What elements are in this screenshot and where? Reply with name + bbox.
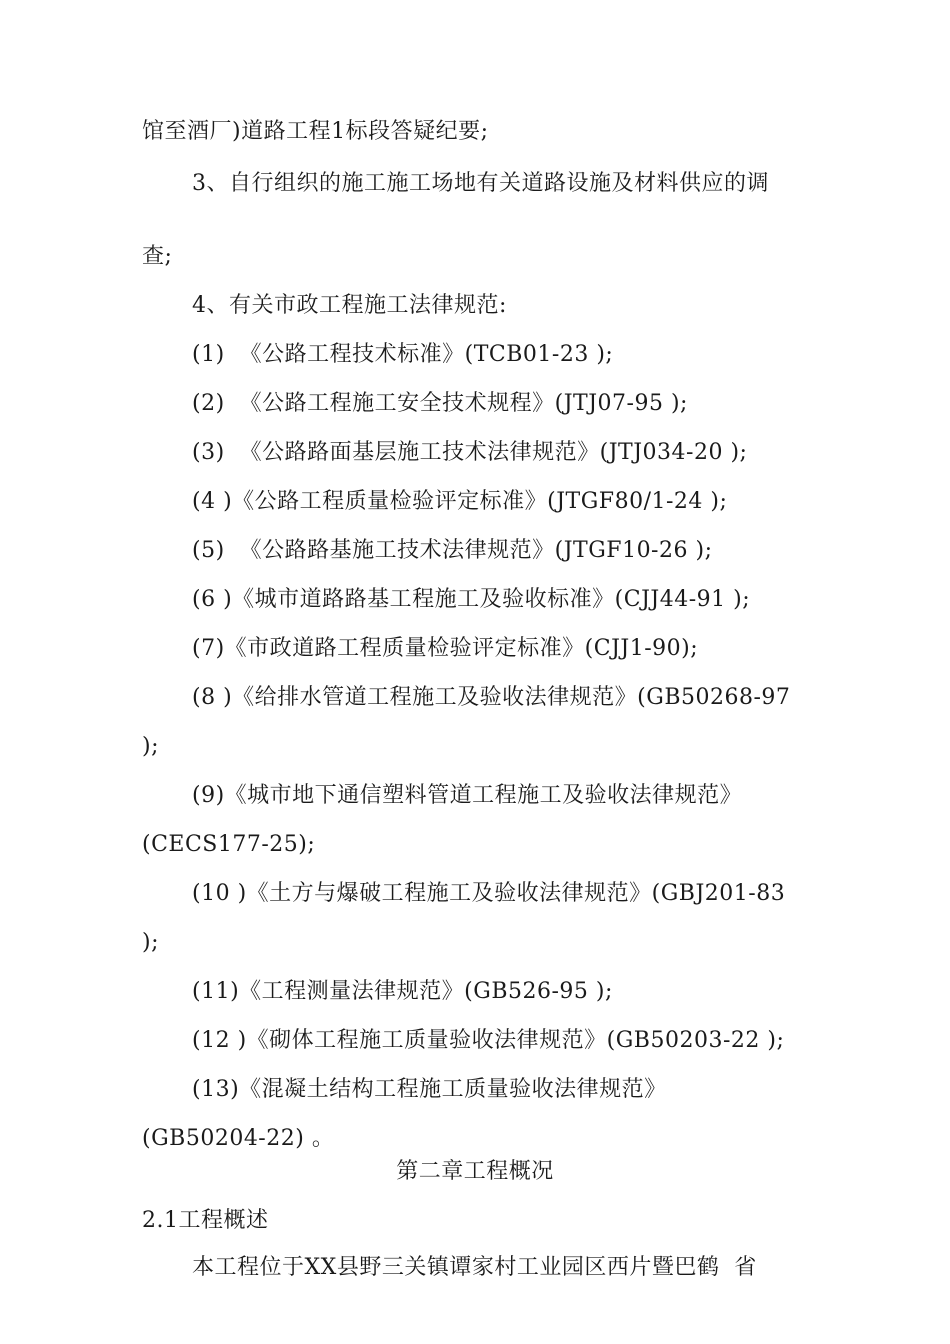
- list-item: (10 )《土方与爆破工程施工及验收法律规范》(GBJ201-83: [192, 881, 786, 906]
- list-item: (8 )《给排水管道工程施工及验收法律规范》(GB50268-97: [192, 685, 791, 710]
- list-item: (7)《市政道路工程质量检验评定标准》(CJJ1-90);: [192, 636, 699, 661]
- list-item: (11)《工程测量法律规范》(GB526-95 );: [192, 979, 613, 1004]
- list-item-continuation: (CECS177-25);: [142, 832, 316, 857]
- list-item: (12 )《砌体工程施工质量验收法律规范》(GB50203-22 );: [192, 1028, 785, 1053]
- text-line: 4、有关市政工程施工法律规范:: [192, 293, 507, 318]
- text-line: 3、自行组织的施工施工场地有关道路设施及材料供应的调: [192, 171, 769, 196]
- text-line: 查;: [142, 244, 173, 269]
- list-item: (3) 《公路路面基层施工技术法律规范》(JTJ034-20 );: [192, 440, 748, 465]
- list-item-continuation: );: [142, 930, 159, 955]
- list-item: (4 )《公路工程质量检验评定标准》(JTGF80/1-24 );: [192, 489, 728, 514]
- list-item-continuation: (GB50204-22) 。: [142, 1126, 335, 1151]
- list-item: (6 )《城市道路路基工程施工及验收标准》(CJJ44-91 );: [192, 587, 751, 612]
- list-item: (9)《城市地下通信塑料管道工程施工及验收法律规范》: [192, 783, 743, 808]
- text-line: 馆至酒厂)道路工程1标段答疑纪要;: [142, 119, 489, 144]
- body-paragraph: 本工程位于XX县野三关镇谭家村工业园区西片暨巴鹤 省: [192, 1255, 757, 1280]
- section-heading: 2.1工程概述: [142, 1208, 269, 1233]
- list-item: (1) 《公路工程技术标准》(TCB01-23 );: [192, 342, 614, 367]
- list-item: (2) 《公路工程施工安全技术规程》(JTJ07-95 );: [192, 391, 688, 416]
- list-item-continuation: );: [142, 734, 159, 759]
- list-item: (13)《混凝土结构工程施工质量验收法律规范》: [192, 1077, 667, 1102]
- chapter-title: 第二章工程概况: [396, 1159, 554, 1184]
- list-item: (5) 《公路路基施工技术法律规范》(JTGF10-26 );: [192, 538, 713, 563]
